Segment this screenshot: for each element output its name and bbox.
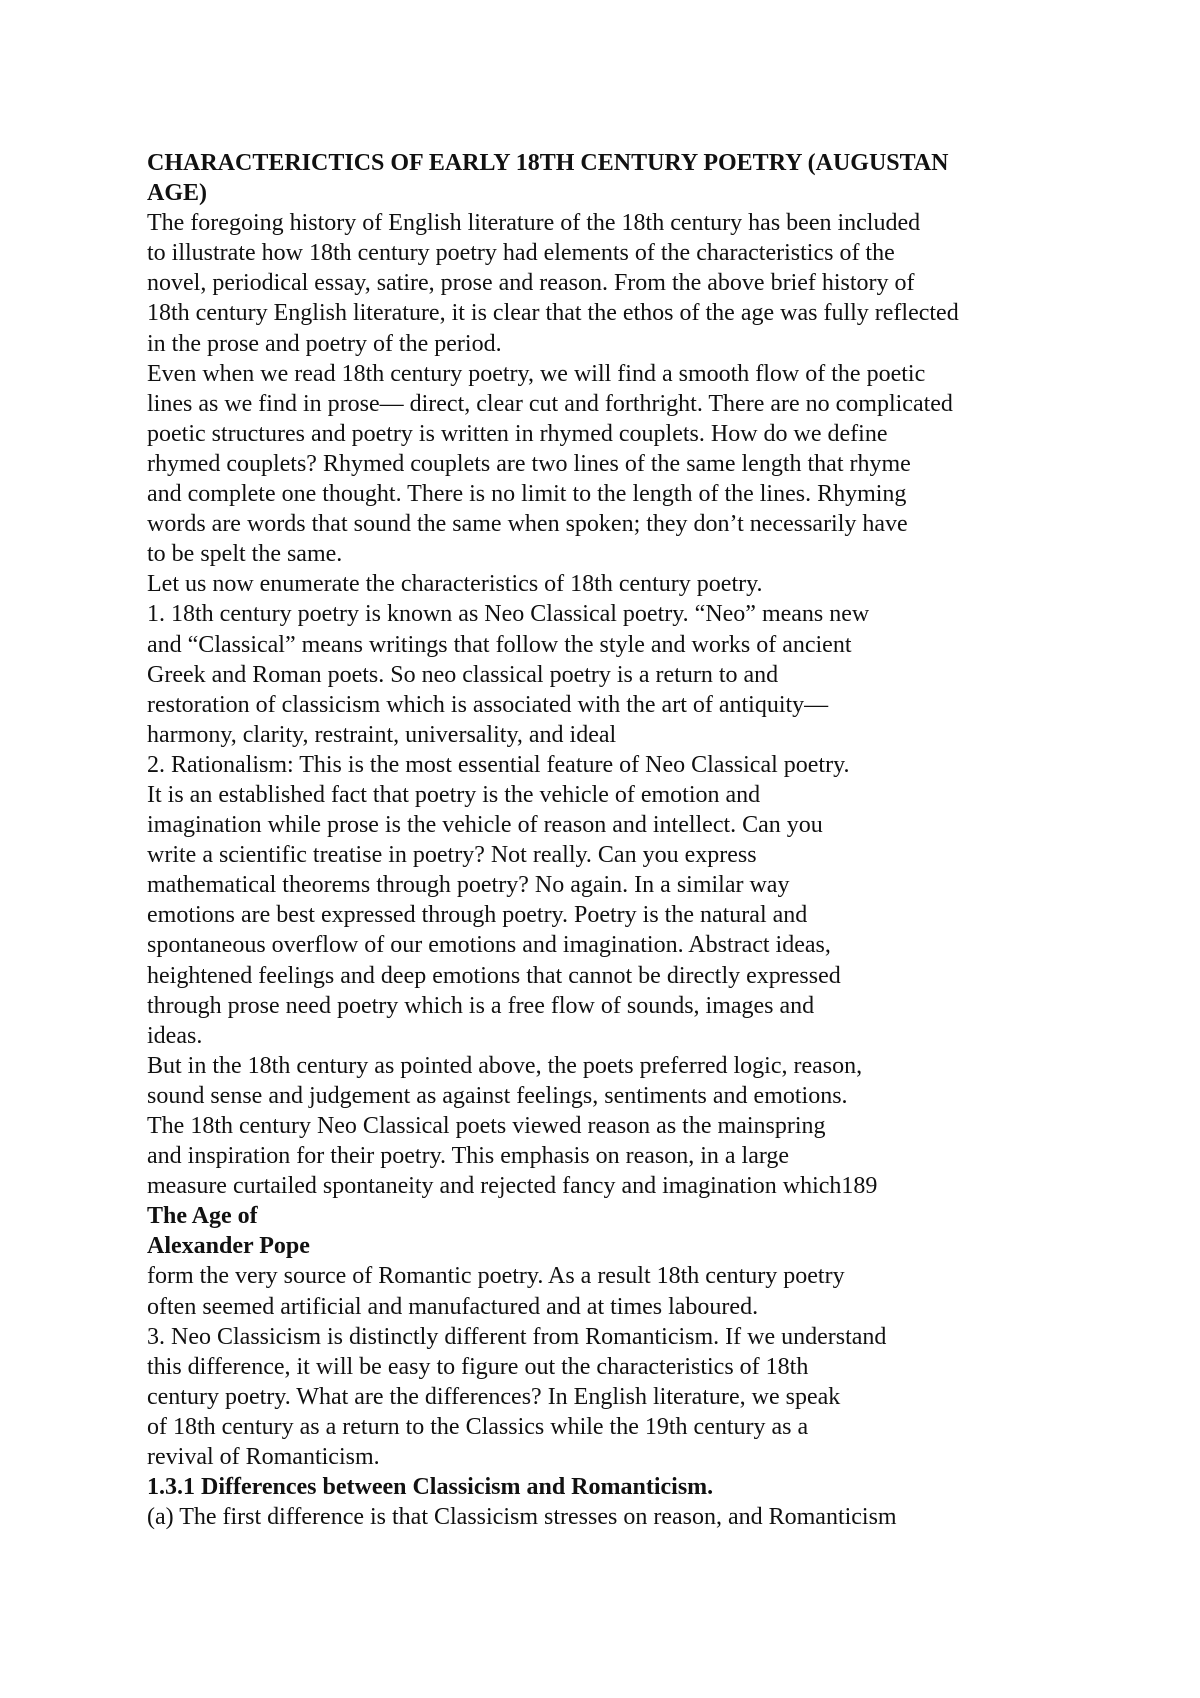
text-line: Let us now enumerate the characteristics of 18th century poetry. bbox=[147, 571, 763, 598]
text-line: lines as we find in prose— direct, clear cut and forthright. There are no complicated bbox=[147, 390, 953, 417]
text-line: write a scientific treatise in poetry? Not really. Can you express bbox=[147, 842, 757, 869]
text-line: But in the 18th century as pointed above, the poets preferred logic, reason, bbox=[147, 1052, 863, 1079]
text-line: words are words that sound the same when spoken; they don’t necessarily have bbox=[147, 511, 908, 538]
text-line: of 18th century as a return to the Classics while the 19th century as a bbox=[147, 1413, 809, 1440]
text-line: harmony, clarity, restraint, universality, and ideal bbox=[147, 721, 617, 748]
text-line: The 18th century Neo Classical poets viewed reason as the mainspring bbox=[147, 1113, 826, 1139]
text-line: spontaneous overflow of our emotions and imagination. Abstract ideas, bbox=[147, 932, 831, 959]
text-line: Even when we read 18th century poetry, we will find a smooth flow of the poetic bbox=[147, 360, 926, 387]
text-line: mathematical theorems through poetry? No again. In a similar way bbox=[147, 872, 790, 899]
text-line: often seemed artificial and manufactured and at times laboured. bbox=[147, 1293, 759, 1320]
text-line: sound sense and judgement as against feelings, sentiments and emotions. bbox=[147, 1082, 848, 1109]
text-line: 1. 18th century poetry is known as Neo Classical poetry. “Neo” means new bbox=[147, 601, 870, 628]
text-line: to be spelt the same. bbox=[147, 541, 343, 568]
text-line: poetic structures and poetry is written in rhymed couplets. How do we define bbox=[147, 420, 888, 447]
text-line: restoration of classicism which is associated with the art of antiquity— bbox=[147, 691, 829, 718]
text-line: novel, periodical essay, satire, prose and reason. From the above brief history of bbox=[147, 270, 915, 297]
text-line: and inspiration for their poetry. This emphasis on reason, in a large bbox=[147, 1143, 790, 1170]
heading-line: 1.3.1 Differences between Classicism and Romanticism. bbox=[147, 1474, 714, 1501]
text-line: to illustrate how 18th century poetry had elements of the characteristics of the bbox=[147, 240, 895, 267]
heading-line: The Age of bbox=[147, 1203, 258, 1230]
text-line: form the very source of Romantic poetry. As a result 18th century poetry bbox=[147, 1263, 845, 1290]
text-line: this difference, it will be easy to figure out the characteristics of 18th bbox=[147, 1353, 809, 1380]
text-line: measure curtailed spontaneity and rejected fancy and imagination which189 bbox=[147, 1173, 878, 1200]
heading-line: Alexander Pope bbox=[147, 1233, 310, 1260]
text-line: imagination while prose is the vehicle of reason and intellect. Can you bbox=[147, 812, 823, 839]
text-line: revival of Romanticism. bbox=[147, 1444, 380, 1471]
text-line: and “Classical” means writings that follow the style and works of ancient bbox=[147, 631, 852, 658]
text-line: century poetry. What are the differences? In English literature, we speak bbox=[147, 1383, 841, 1410]
document-page bbox=[147, 148, 1157, 1532]
document-title bbox=[147, 148, 1157, 208]
document-body bbox=[147, 208, 1157, 1532]
title-line: CHARACTERICTICS OF EARLY 18TH CENTURY POETRY (AUGUSTAN bbox=[147, 150, 949, 176]
text-line: It is an established fact that poetry is the vehicle of emotion and bbox=[147, 781, 761, 808]
text-line: and complete one thought. There is no limit to the length of the lines. Rhyming bbox=[147, 481, 907, 508]
text-line: in the prose and poetry of the period. bbox=[147, 330, 502, 357]
text-line: emotions are best expressed through poetry. Poetry is the natural and bbox=[147, 902, 808, 929]
text-line: heightened feelings and deep emotions that cannot be directly expressed bbox=[147, 962, 841, 989]
title-line: AGE) bbox=[147, 180, 207, 207]
text-line: 2. Rationalism: This is the most essential feature of Neo Classical poetry. bbox=[147, 751, 850, 778]
text-line: 3. Neo Classicism is distinctly different from Romanticism. If we understand bbox=[147, 1323, 887, 1350]
text-line: rhymed couplets? Rhymed couplets are two lines of the same length that rhyme bbox=[147, 450, 911, 477]
text-line: ideas. bbox=[147, 1022, 203, 1049]
text-line: 18th century English literature, it is clear that the ethos of the age was fully reflected bbox=[147, 300, 959, 327]
text-line: (a) The first difference is that Classicism stresses on reason, and Romanticism bbox=[147, 1504, 897, 1531]
text-line: through prose need poetry which is a free flow of sounds, images and bbox=[147, 992, 815, 1019]
text-line: The foregoing history of English literature of the 18th century has been included bbox=[147, 210, 921, 237]
text-line: Greek and Roman poets. So neo classical poetry is a return to and bbox=[147, 661, 779, 688]
